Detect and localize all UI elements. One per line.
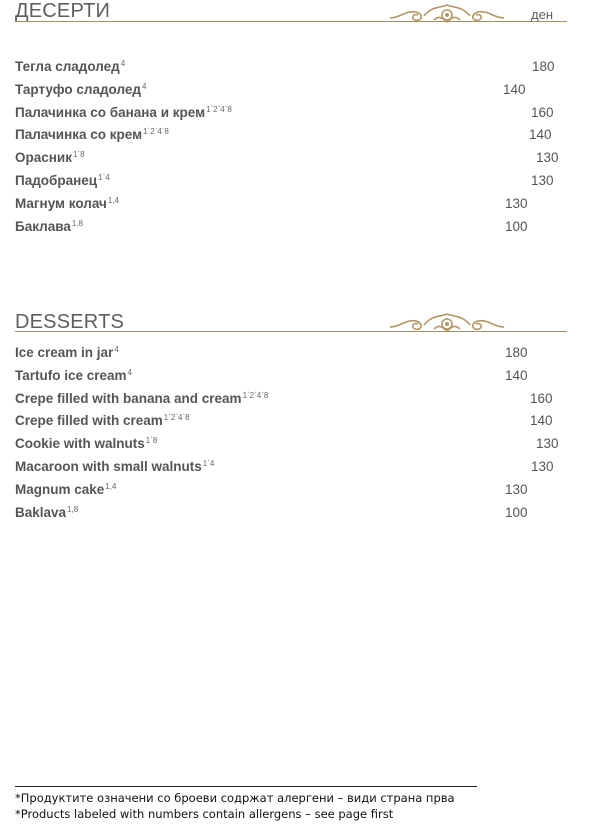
menu-item — [15, 150, 85, 165]
menu-item-name: Тартуфо сладолед — [15, 81, 141, 97]
allergen-codes: 4 — [127, 367, 132, 377]
allergen-codes: 4 — [120, 59, 126, 68]
menu-item-name: Crepe filled with banana and cream — [15, 390, 242, 406]
menu-item-name: Тегла сладолед — [15, 59, 120, 74]
menu-item-price: 140 — [503, 81, 526, 97]
ornament-icon — [388, 2, 506, 24]
allergen-codes: 4 — [141, 81, 147, 91]
allergen-codes: 1`4 — [98, 173, 110, 182]
allergen-codes: 1,8 — [67, 504, 79, 514]
menu-item-price: 100 — [505, 504, 528, 520]
menu-item-price: 160 — [530, 390, 553, 406]
allergen-codes: 1,8 — [71, 218, 83, 228]
menu-item-price: 140 — [529, 127, 552, 143]
menu-item-name: Палачинка со банана и крем — [15, 104, 206, 120]
menu-item-name: Crepe filled with cream — [15, 413, 163, 429]
menu-item-price: 180 — [532, 59, 555, 74]
menu-item-name: Ice cream in jar — [15, 345, 114, 360]
allergen-codes: 4 — [114, 345, 119, 354]
allergen-codes: 1`4 — [202, 459, 215, 468]
allergen-codes: 1`2`4`8 — [163, 413, 190, 423]
menu-item-price: 130 — [505, 195, 528, 211]
menu-item-price: 130 — [505, 481, 528, 497]
menu-item — [15, 436, 157, 451]
menu-item-name: Tartufo ice cream — [15, 367, 127, 383]
footer-divider — [15, 786, 477, 787]
menu-item-price: 130 — [536, 436, 559, 452]
menu-item-price: 130 — [531, 459, 554, 474]
allergen-codes: 1`8 — [145, 436, 158, 446]
menu-item-name: Магнум колач — [15, 195, 107, 211]
menu-item — [15, 59, 125, 74]
menu-item-price: 130 — [531, 173, 554, 188]
menu-item — [15, 482, 116, 497]
allergen-codes: 1`8 — [72, 150, 85, 160]
section-title-en: DESSERTS — [15, 311, 125, 333]
menu-item — [15, 173, 110, 188]
menu-item-name: Баклава — [15, 218, 71, 234]
menu-item-name: Magnum cake — [15, 481, 105, 497]
allergen-codes: 1`2`4`8 — [143, 127, 169, 137]
section-title-mk: ДЕСЕРТИ — [15, 0, 111, 22]
menu-item — [15, 368, 132, 383]
menu-item-price: 100 — [505, 218, 528, 234]
menu-item-name: Орасник — [15, 150, 72, 166]
currency-label: ден — [531, 7, 553, 22]
allergen-note-en: *Products labeled with numbers contain allergens – see page first — [15, 807, 394, 821]
allergen-codes: 1,4 — [107, 195, 119, 205]
menu-item-name: Cookie with walnuts — [15, 436, 145, 452]
menu-item — [15, 105, 232, 120]
allergen-codes: 1`2`4`8 — [242, 390, 269, 400]
allergen-note-mk: *Продуктите означени со броеви содржат алергени – види страна прва — [15, 791, 455, 805]
menu-item — [15, 505, 78, 520]
menu-item-name: Палачинка со крем — [15, 127, 143, 143]
menu-item-price: 160 — [531, 104, 554, 120]
ornament-icon — [388, 311, 506, 333]
menu-item-name: Macaroon with small walnuts — [15, 459, 202, 474]
menu-item — [15, 82, 146, 97]
menu-item-name: Baklava — [15, 504, 67, 520]
menu-item — [15, 413, 190, 428]
menu-item-price: 130 — [536, 150, 559, 166]
menu-item — [15, 391, 268, 406]
menu-item-price: 140 — [530, 413, 553, 429]
menu-item-price: 180 — [505, 345, 528, 360]
menu-item — [15, 196, 119, 211]
menu-item — [15, 219, 83, 234]
allergen-codes: 1,4 — [105, 481, 117, 491]
allergen-codes: 1`2`4`8 — [206, 104, 232, 114]
menu-item-name: Падобранец — [15, 173, 98, 188]
menu-item — [15, 459, 214, 474]
menu-item-price: 140 — [505, 367, 528, 383]
menu-item — [15, 345, 119, 360]
menu-item — [15, 127, 169, 142]
